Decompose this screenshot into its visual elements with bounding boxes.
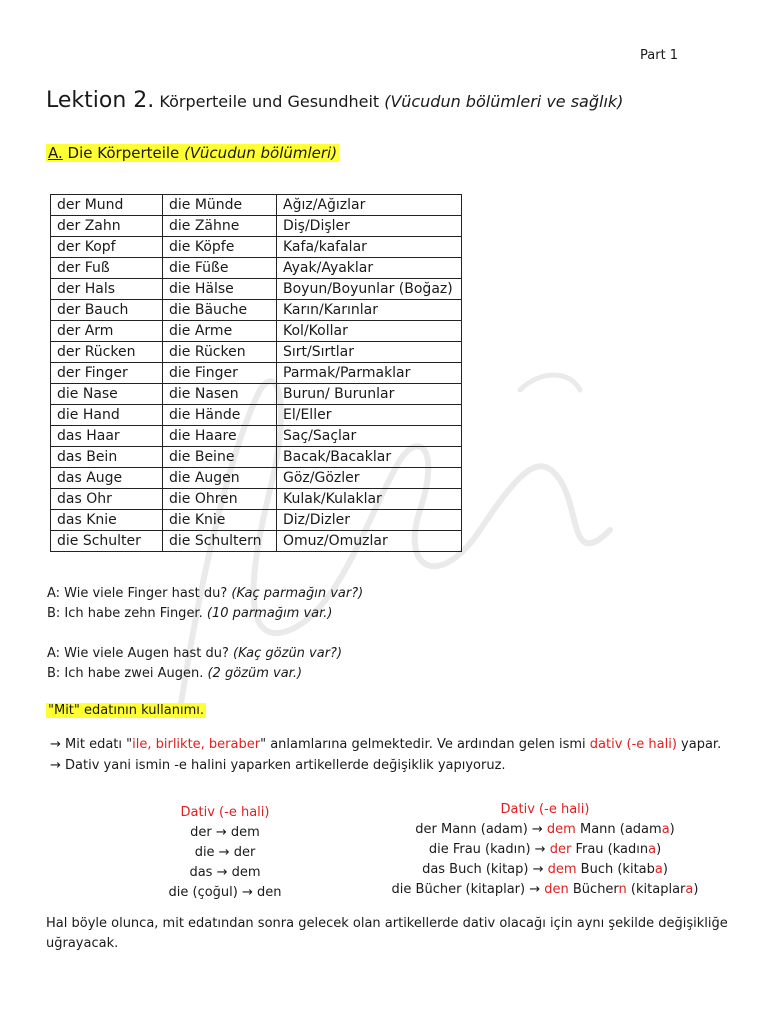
footer-note: Hal böyle olunca, mit edatından sonra gelecek olan artikellerde dativ olacağı için aynı şekilde değişikliğe uğrayacak. [46, 916, 728, 951]
translation-cell: El/Eller [277, 405, 462, 426]
plural-cell: die Köpfe [163, 237, 277, 258]
translation-cell: Parmak/Parmaklar [277, 363, 462, 384]
bullet1-meaning: ile, birlikte, beraber [132, 737, 261, 752]
singular-cell: der Rücken [51, 342, 163, 363]
dialog2-question-text: A: Wie viele Augen hast du? [47, 646, 229, 661]
lesson-topic-translation: (Vücudun bölümleri ve sağlık) [384, 92, 624, 111]
plural-cell: die Füße [163, 258, 277, 279]
section-letter: A. [48, 144, 63, 162]
mit-usage-heading: "Mit" edatının kullanımı. [48, 703, 204, 718]
dialog1-question [47, 586, 363, 601]
singular-cell: der Finger [51, 363, 163, 384]
vocab-row [51, 384, 462, 405]
translation-cell: Göz/Gözler [277, 468, 462, 489]
plural-cell: die Haare [163, 426, 277, 447]
translation-cell: Diş/Dişler [277, 216, 462, 237]
translation-cell: Kulak/Kulaklar [277, 489, 462, 510]
singular-cell: der Kopf [51, 237, 163, 258]
plural-cell: die Schultern [163, 531, 277, 552]
dativ-left-row: der → dem [190, 825, 260, 840]
singular-cell: das Bein [51, 447, 163, 468]
vocabulary-table [50, 194, 462, 552]
plural-cell: die Zähne [163, 216, 277, 237]
dialog2-answer-text: B: Ich habe zwei Augen. [47, 666, 204, 681]
dativ-left-row: die → der [194, 845, 256, 860]
vocab-row [51, 510, 462, 531]
lesson-title [46, 88, 623, 113]
bullet1-dativ: dativ (-e hali) [589, 737, 677, 752]
dativ-left-title: Dativ (-e hali) [180, 805, 270, 820]
plural-cell: die Beine [163, 447, 277, 468]
dialog2-question-translation: (Kaç gözün var?) [233, 646, 343, 661]
translation-cell: Burun/ Burunlar [277, 384, 462, 405]
plural-cell: die Ohren [163, 489, 277, 510]
singular-cell: der Mund [51, 195, 163, 216]
translation-cell: Sırt/Sırtlar [277, 342, 462, 363]
dativ-left-row: die (çoğul) → den [168, 885, 282, 900]
dativ-example-row: die Frau (kadın) → der Frau (kadına) [428, 842, 662, 857]
translation-cell: Omuz/Omuzlar [277, 531, 462, 552]
dialog2-answer [47, 666, 302, 681]
vocab-row [51, 468, 462, 489]
translation-cell: Kafa/kafalar [277, 237, 462, 258]
singular-cell: der Zahn [51, 216, 163, 237]
translation-cell: Bacak/Bacaklar [277, 447, 462, 468]
plural-cell: die Münde [163, 195, 277, 216]
plural-cell: die Arme [163, 321, 277, 342]
plural-cell: die Hälse [163, 279, 277, 300]
translation-cell: Saç/Saçlar [277, 426, 462, 447]
dativ-right-title: Dativ (-e hali) [500, 802, 590, 817]
bullet1-part3: yapar. [676, 737, 722, 752]
singular-cell: das Ohr [51, 489, 163, 510]
vocab-row [51, 258, 462, 279]
section-translation: (Vücudun bölümleri) [184, 144, 338, 162]
vocab-row [51, 237, 462, 258]
translation-cell: Kol/Kollar [277, 321, 462, 342]
mit-bullet-1 [50, 737, 721, 752]
mit-bullet-2: → Dativ yani ismin -e halini yaparken artikellerde değişiklik yapıyoruz. [50, 758, 506, 773]
bullet1-part2: " anlamlarına gelmektedir. Ve ardından gelen ismi [260, 737, 590, 752]
singular-cell: das Knie [51, 510, 163, 531]
translation-cell: Ağız/Ağızlar [277, 195, 462, 216]
singular-cell: der Hals [51, 279, 163, 300]
vocab-row [51, 321, 462, 342]
dativ-example-list [380, 800, 710, 900]
page-part-label: Part 1 [640, 48, 679, 63]
section-a-heading [46, 144, 339, 162]
dialog1-question-text: A: Wie viele Finger hast du? [47, 586, 228, 601]
vocab-row [51, 426, 462, 447]
plural-cell: die Knie [163, 510, 277, 531]
dialog2-question [47, 646, 342, 661]
dialog1-answer-translation: (10 parmağım var.) [206, 606, 333, 621]
plural-cell: die Nasen [163, 384, 277, 405]
vocab-row [51, 531, 462, 552]
vocab-row [51, 363, 462, 384]
translation-cell: Boyun/Boyunlar (Boğaz) [277, 279, 462, 300]
singular-cell: das Auge [51, 468, 163, 489]
dativ-example-row: die Bücher (kitaplar) → den Büchern (kitaplara) [391, 882, 699, 897]
vocab-row [51, 405, 462, 426]
bullet1-part1: → Mit edatı " [50, 737, 133, 752]
singular-cell: die Nase [51, 384, 163, 405]
dativ-example-row: das Buch (kitap) → dem Buch (kitaba) [422, 862, 668, 877]
lesson-number: Lektion 2. [46, 88, 155, 113]
singular-cell: der Arm [51, 321, 163, 342]
plural-cell: die Hände [163, 405, 277, 426]
vocab-row [51, 279, 462, 300]
vocab-row [51, 489, 462, 510]
singular-cell: der Fuß [51, 258, 163, 279]
translation-cell: Ayak/Ayaklar [277, 258, 462, 279]
singular-cell: die Hand [51, 405, 163, 426]
dialog1-answer [47, 606, 333, 621]
dialog1-answer-text: B: Ich habe zehn Finger. [47, 606, 203, 621]
plural-cell: die Finger [163, 363, 277, 384]
plural-cell: die Bäuche [163, 300, 277, 321]
translation-cell: Karın/Karınlar [277, 300, 462, 321]
singular-cell: der Bauch [51, 300, 163, 321]
translation-cell: Diz/Dizler [277, 510, 462, 531]
dativ-article-list [150, 803, 300, 903]
plural-cell: die Augen [163, 468, 277, 489]
dativ-left-row: das → dem [189, 865, 261, 880]
lesson-topic: Körperteile und Gesundheit [159, 92, 380, 111]
dialog1-question-translation: (Kaç parmağın var?) [231, 586, 364, 601]
dialog2-answer-translation: (2 gözüm var.) [207, 666, 303, 681]
singular-cell: das Haar [51, 426, 163, 447]
singular-cell: die Schulter [51, 531, 163, 552]
section-title: Die Körperteile [67, 144, 180, 162]
dativ-example-row: der Mann (adam) → dem Mann (adama) [415, 822, 675, 837]
plural-cell: die Rücken [163, 342, 277, 363]
vocab-row [51, 195, 462, 216]
vocab-row [51, 342, 462, 363]
vocab-row [51, 447, 462, 468]
vocab-row [51, 216, 462, 237]
vocab-row [51, 300, 462, 321]
